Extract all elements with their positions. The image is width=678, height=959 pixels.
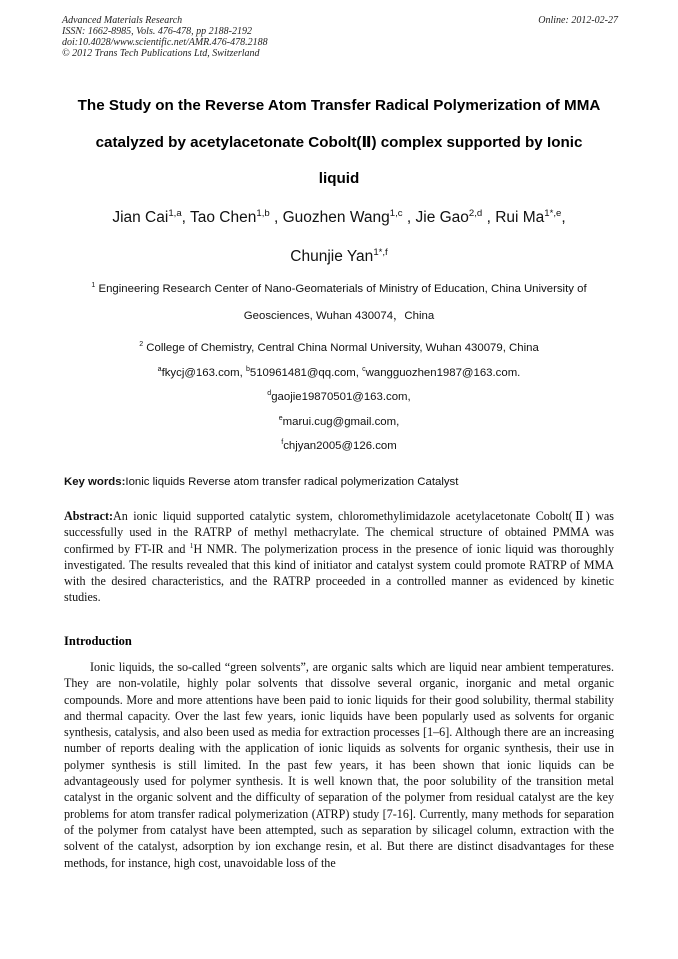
author-line-1	[40, 198, 638, 237]
email-a: fkycj@163.com,	[161, 366, 246, 379]
author-sup: 1,a	[168, 207, 182, 219]
author-name: Chunjie Yan	[290, 248, 374, 265]
email-line-1	[40, 361, 638, 386]
title-line-1: The Study on the Reverse Atom Transfer Radical Polymerization of MMA	[77, 97, 601, 114]
author-name: Tao Chen	[190, 209, 257, 226]
author-sep: ,	[482, 209, 496, 226]
abstract	[64, 508, 614, 606]
email-e: marui.cug@gmail.com,	[282, 415, 400, 428]
affiliation-2	[40, 336, 638, 361]
introduction-heading: Introduction	[64, 634, 132, 648]
email-mark: d	[267, 390, 272, 398]
affiliation-1-line-2: Geosciences, Wuhan 430074，China	[243, 310, 435, 322]
affiliation-mark: 2	[139, 341, 144, 349]
email-mark: a	[157, 365, 162, 373]
online-date: Online: 2012-02-27	[538, 15, 618, 26]
author-sep: ,	[181, 209, 190, 226]
abstract-text-1: An ionic liquid supported catalytic system, chloromethylimidazole acetylacetonate Cobolt(Ⅱ) was successfully used in the RATRP of methyl methacrylate. The chemical structure of obtained PMMA was confirmed by FT-IR and	[64, 509, 614, 556]
email-d: gaojie19870501@163.com,	[271, 391, 411, 403]
author-sep: ,	[402, 209, 416, 226]
author-sup: 1,b	[256, 207, 270, 219]
affiliation-text: College of Chemistry, Central China Normal University, Wuhan 430079, China	[143, 342, 539, 354]
author-list	[40, 198, 638, 276]
email-mark: f	[281, 439, 284, 447]
author-sep: ,	[561, 209, 566, 226]
email-b: 510961481@qq.com,	[249, 366, 363, 379]
title-line-2: catalyzed by acetylacetonate Cobolt(Ⅱ) complex supported by Ionic	[95, 133, 583, 151]
affiliation-1	[40, 276, 638, 330]
author-name: Jian Cai	[112, 209, 169, 226]
author-name: Rui Ma	[495, 209, 545, 226]
affiliation-2-and-emails	[40, 336, 638, 459]
author-sup: 1*,f	[373, 246, 388, 258]
author-name: Jie Gao	[415, 209, 469, 226]
author-sep: ,	[269, 209, 283, 226]
doi-line: doi:10.4028/www.scientific.net/AMR.476-478.2188	[62, 37, 268, 48]
author-sup: 1,c	[389, 207, 403, 219]
email-f: chjyan2005@126.com	[283, 440, 397, 452]
author-sup: 2,d	[468, 207, 483, 219]
email-mark: c	[362, 365, 366, 373]
email-line-2	[40, 385, 638, 410]
affiliation-1-line-1	[40, 276, 638, 303]
issn-line: ISSN: 1662-8985, Vols. 476-478, pp 2188-2192	[62, 26, 252, 37]
email-line-3	[40, 410, 638, 435]
journal-name: Advanced Materials Research	[62, 15, 183, 26]
abstract-label: Abstract:	[64, 509, 114, 523]
abstract-text-2: H NMR. The polymerization process in the presence of ionic liquid was thoroughly investigated. The results revealed that this kind of initiator and catalyst system could promote RATRP of MMA with the desired characteristics, and the RATRP proceeded in a controlled manner as evidenced by kinetic studies.	[64, 541, 614, 605]
copyright-line: © 2012 Trans Tech Publications Ltd, Switzerland	[62, 48, 260, 59]
affiliation-text: Engineering Research Center of Nano-Geomaterials of Ministry of Education, China University of	[95, 283, 587, 295]
email-mark: b	[245, 365, 250, 373]
abstract-sup: 1	[189, 540, 194, 550]
author-sup: 1*,e	[544, 207, 562, 219]
author-line-2	[40, 237, 638, 276]
affiliation-mark: 1	[91, 282, 96, 290]
journal-header	[62, 15, 618, 59]
author-name: Guozhen Wang	[282, 209, 390, 226]
email-c: wangguozhen1987@163.com.	[365, 366, 521, 379]
paper-title	[40, 88, 638, 198]
email-mark: e	[278, 414, 283, 422]
keywords-text: Ionic liquids Reverse atom transfer radical polymerization Catalyst	[125, 476, 459, 488]
introduction-paragraph: Ionic liquids, the so-called “green solvents”, are organic salts which are liquid near ambient temperatures. They are non-volatile, highly polar solvents that dissolve several organic, inorganic and metal organic compounds. More and more attentions have been paid to ionic liquids for their good solubility, thermal stability and thermal capacity. Over the last few years, ionic liquids have been popularly used as solvents for organic synthesis, catalysis, and also been used as media for extraction processes [1–6]. Although there are an increasing number of reports dealing with the application of ionic liquids as solvents for organic synthesis, their use in polymer synthesis is still limited. In the past few years, it has been shown that ionic liquids can be advantageously used for polymer synthesis. It is well known that, the poor solubility of the transition metal catalyst in the organic solvent and the difficulty of separation of the polymer from residual catalyst are the key problems for atom transfer radical polymerization (ATRP) study [7-16]. Currently, many methods for separation of the polymer from catalyst have been attempted, such as separation by silicagel column, extraction with the solvent of the catalyst, adsorption by ion exchange resin, et al. But there are distinct disadvantages for these methods, for instance, high cost, unavoidable loss of the	[64, 660, 614, 870]
email-line-4	[40, 434, 638, 459]
keywords	[64, 476, 624, 488]
keywords-label: Key words:	[64, 476, 126, 488]
title-line-3: liquid	[318, 170, 360, 187]
